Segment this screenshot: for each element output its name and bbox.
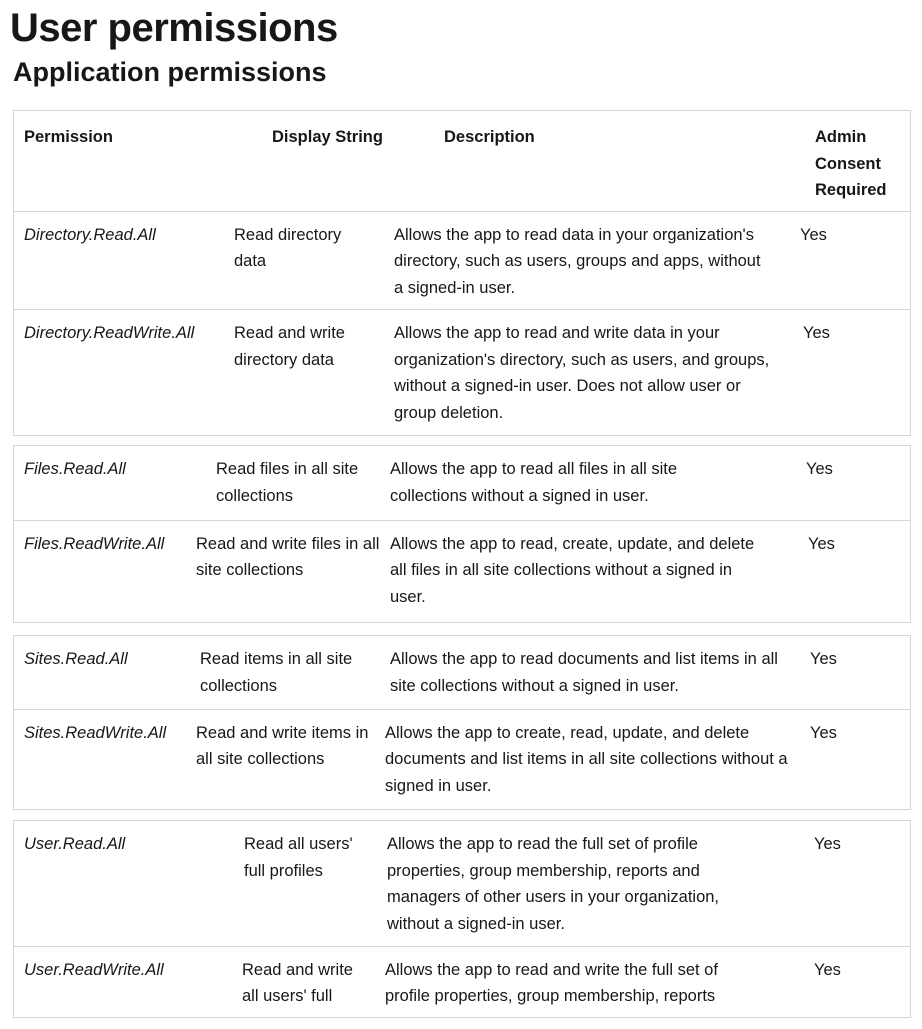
- page-title: User permissions: [10, 6, 338, 50]
- permission-name: Directory.ReadWrite.All: [14, 310, 224, 436]
- header-permission: Permission: [14, 111, 254, 211]
- permissions-table-directory: [13, 110, 911, 436]
- table-row: [14, 709, 910, 809]
- permissions-table-users: [13, 820, 911, 1018]
- permission-name: Sites.Read.All: [14, 636, 190, 709]
- admin-consent-value: Yes: [804, 709, 910, 809]
- display-string: Read and write directory data: [224, 310, 382, 436]
- admin-consent-value: Yes: [796, 446, 910, 520]
- permissions-table-files: [13, 445, 911, 623]
- section-title: Application permissions: [13, 57, 327, 87]
- admin-consent-value: Yes: [802, 821, 910, 946]
- description: Allows the app to read all files in all site collections without a signed in user.: [380, 446, 796, 520]
- table-row: [14, 446, 910, 520]
- header-admin-consent: [804, 111, 910, 211]
- description: Allows the app to create, read, update, and delete documents and list items in all site collections without a signed in user.: [380, 709, 804, 809]
- display-string: Read and write all users' full: [232, 946, 382, 1017]
- display-string: Read files in all site collections: [186, 446, 380, 520]
- table-row: [14, 946, 910, 1017]
- permission-name: Directory.Read.All: [14, 212, 224, 310]
- admin-consent-value: Yes: [790, 310, 910, 436]
- permission-name: User.Read.All: [14, 821, 232, 946]
- header-display-string: Display String: [254, 111, 404, 211]
- table-row: [14, 310, 910, 436]
- description: Allows the app to read documents and list items in all site collections without a signed in user.: [380, 636, 804, 709]
- description: Allows the app to read, create, update, and delete all files in all site collections without a signed in user.: [380, 520, 796, 622]
- table-row: [14, 212, 910, 310]
- header-admin-consent-line: Consent: [815, 154, 881, 173]
- admin-consent-value: Yes: [802, 946, 910, 1017]
- description: Allows the app to read the full set of profile properties, group membership, reports and managers of other users in your organization, without a signed-in user.: [382, 821, 802, 946]
- table-row: [14, 636, 910, 709]
- display-string: Read and write items in all site collections: [190, 709, 380, 809]
- admin-consent-value: Yes: [796, 520, 910, 622]
- header-admin-consent-line: Required: [815, 181, 887, 199]
- display-string: Read and write files in all site collections: [186, 520, 380, 622]
- table-header-row: [14, 111, 910, 211]
- header-admin-consent-line: Admin: [815, 128, 867, 146]
- table-row: [14, 821, 910, 946]
- permission-name: Sites.ReadWrite.All: [14, 709, 190, 809]
- display-string: Read directory data: [224, 212, 382, 310]
- permission-name: Files.ReadWrite.All: [14, 520, 186, 622]
- admin-consent-value: Yes: [804, 636, 910, 709]
- display-string: Read items in all site collections: [190, 636, 380, 709]
- table-row: [14, 520, 910, 622]
- permission-name: Files.Read.All: [14, 446, 186, 520]
- description: Allows the app to read data in your organization's directory, such as users, groups and apps, without a signed-in user.: [382, 212, 790, 310]
- admin-consent-value: Yes: [790, 212, 910, 310]
- description: Allows the app to read and write the full set of profile properties, group membership, reports: [382, 946, 802, 1017]
- description: Allows the app to read and write data in your organization's directory, such as users, and groups, without a signed-in user. Does not allow user or group deletion.: [382, 310, 790, 436]
- display-string: Read all users' full profiles: [232, 821, 382, 946]
- header-description: Description: [404, 111, 804, 211]
- permissions-table-sites: [13, 635, 911, 810]
- permission-name: User.ReadWrite.All: [14, 946, 232, 1017]
